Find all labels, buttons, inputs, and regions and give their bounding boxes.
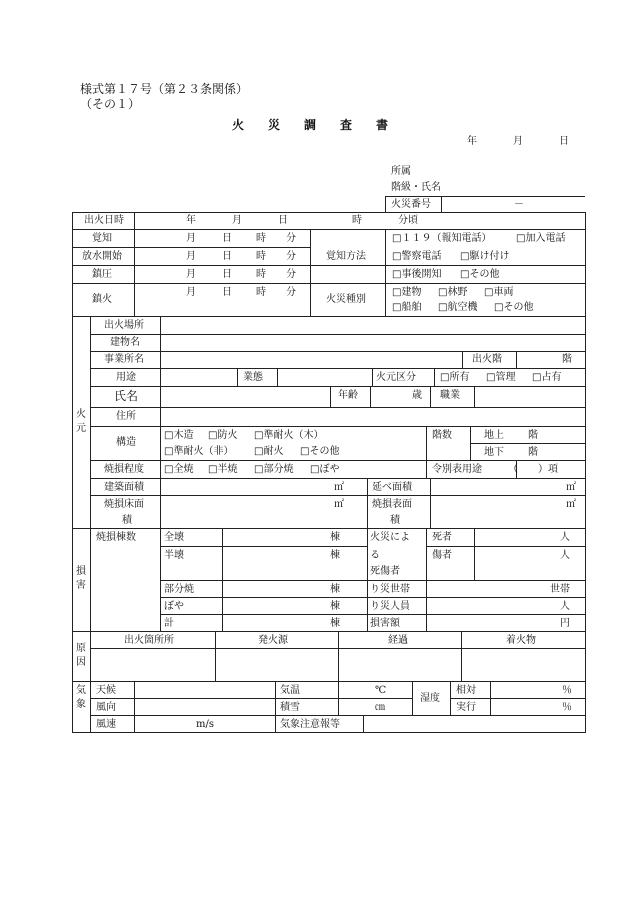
sqm-unit: ㎡: [334, 499, 344, 510]
time-minute: 分: [286, 233, 296, 244]
time-minute: 分: [286, 251, 296, 262]
affiliation-label: 所属: [391, 166, 411, 177]
use-label: 用途: [116, 372, 136, 383]
casualty-label-1: 火災によ: [370, 532, 410, 543]
checkbox-fire-resistant[interactable]: □耐火: [254, 446, 284, 457]
effective-humidity-label: 実行: [456, 702, 476, 713]
time-month: 月: [186, 233, 196, 244]
form-part: （その１）: [80, 97, 141, 111]
weather-side-label: 気象: [76, 685, 86, 710]
row-total-destroyed: 全壊: [164, 532, 184, 543]
burned-floor-area-label-2: 積: [122, 515, 132, 526]
casualty-label-3: 死傷者: [370, 566, 400, 577]
title-char: 査: [340, 118, 355, 132]
checkbox-occupant[interactable]: □占有: [532, 372, 562, 383]
fire-number-label: 火災番号: [391, 199, 431, 210]
fire-number-value: －: [514, 199, 524, 210]
checkbox-119[interactable]: □１１９（報知電話）: [392, 233, 492, 244]
amount-label: 損害額: [370, 618, 400, 629]
sqm-unit: ㎡: [566, 482, 576, 493]
checkbox-total[interactable]: □全焼: [164, 464, 194, 475]
above-ground-label: 地上: [484, 430, 504, 441]
extinguished-label: 鎮火: [92, 294, 112, 305]
temperature-label: 気温: [280, 685, 300, 696]
outbreak-hour: 時: [352, 215, 362, 226]
ms-unit: m/s: [196, 719, 214, 730]
time-day: 日: [222, 269, 232, 280]
time-hour: 時: [256, 269, 266, 280]
checkbox-police-phone[interactable]: □警察電話: [392, 251, 442, 262]
date-month: 月: [513, 136, 523, 147]
checkbox-semi-fire-non[interactable]: □準耐火（非）: [164, 446, 234, 457]
business-name-label: 事業所名: [104, 354, 144, 365]
fire-type-label: 火災種別: [326, 294, 366, 305]
households-label: り災世帯: [370, 584, 410, 595]
water-start-label: 放水開始: [82, 251, 122, 262]
suppressed-label: 鎮圧: [92, 269, 112, 280]
checkbox-after-notice[interactable]: □事後開知: [392, 269, 442, 280]
damage-side-label: 損害: [76, 566, 86, 591]
outbreak-month: 月: [232, 215, 242, 226]
burned-surface-area-label-2: 積: [390, 515, 400, 526]
checkbox-owner[interactable]: □所有: [440, 372, 470, 383]
burned-surface-area-label: 焼損表面: [372, 499, 412, 510]
business-type-label: 業態: [243, 372, 263, 383]
rank-name-label: 階級・氏名: [391, 182, 441, 193]
checkbox-wooden[interactable]: □木造: [164, 430, 194, 441]
checkbox-building[interactable]: □建物: [392, 287, 422, 298]
outbreak-label: 出火日時: [84, 215, 124, 226]
checkbox-other[interactable]: □その他: [460, 269, 500, 280]
time-minute: 分: [286, 287, 296, 298]
checkbox-small[interactable]: □ぼや: [310, 464, 340, 475]
use-table-value: （ ）項: [508, 464, 558, 475]
person-unit: 人: [560, 550, 570, 561]
cause-col-origin: 出火箇所所: [124, 635, 174, 646]
checkbox-half[interactable]: □半焼: [208, 464, 238, 475]
relative-humidity-label: 相対: [456, 685, 476, 696]
wind-direction-label: 風向: [96, 702, 116, 713]
dead-label: 死者: [432, 532, 452, 543]
title-char: 調: [304, 118, 319, 132]
row-small: ぼや: [164, 601, 184, 612]
checkbox-fireproof[interactable]: □防火: [208, 430, 238, 441]
row-half-destroyed: 半壊: [164, 550, 184, 561]
bldg-unit: 棟: [330, 601, 340, 612]
floor-unit: 階: [562, 354, 572, 365]
time-hour: 時: [256, 233, 266, 244]
celsius-unit: ℃: [375, 685, 387, 696]
name-label: 氏名: [114, 389, 139, 403]
persons-label: り災人員: [370, 601, 410, 612]
detection-method-label: 覚知方法: [326, 251, 366, 262]
floors-label: 階数: [432, 430, 452, 441]
bldg-unit: 棟: [330, 550, 340, 561]
percent-unit: ％: [562, 702, 572, 713]
origin-side-label: 火元: [76, 409, 86, 434]
burned-floor-area-label: 焼損床面: [104, 499, 144, 510]
fire-floor-label: 出火階: [472, 354, 502, 365]
snow-label: 積雪: [280, 702, 300, 713]
origin-class-label: 火元区分: [376, 372, 416, 383]
damage-degree-label: 焼損程度: [104, 464, 144, 475]
time-month: 月: [186, 269, 196, 280]
checkbox-ship[interactable]: □船舶: [392, 302, 422, 313]
casualty-label-2: る: [370, 550, 380, 561]
title-char: 災: [268, 118, 283, 132]
structure-label: 構造: [116, 437, 136, 448]
detection-label: 覚知: [92, 233, 112, 244]
checkbox-semi-fire-wood[interactable]: □準耐火（木）: [254, 430, 324, 441]
use-table-label: 令別表用途: [432, 464, 482, 475]
checkbox-partial[interactable]: □部分焼: [254, 464, 294, 475]
checkbox-type-other[interactable]: □その他: [494, 302, 534, 313]
time-day: 日: [222, 251, 232, 262]
time-day: 日: [222, 233, 232, 244]
row-partial: 部分焼: [164, 584, 194, 595]
address-label: 住所: [116, 411, 136, 422]
total-floor-area-label: 延べ面積: [372, 482, 412, 493]
building-area-label: 建築面積: [104, 482, 144, 493]
time-month: 月: [186, 287, 196, 298]
cause-col-process: 経過: [388, 635, 408, 646]
yen-unit: 円: [560, 618, 570, 629]
sqm-unit: ㎡: [334, 482, 344, 493]
occupation-label: 職業: [440, 390, 460, 401]
time-month: 月: [186, 251, 196, 262]
below-ground-label: 地下: [484, 447, 504, 458]
weather-warning-label: 気象注意報等: [280, 719, 340, 730]
time-minute: 分: [286, 269, 296, 280]
injured-label: 傷者: [432, 550, 452, 561]
bldg-unit: 棟: [330, 618, 340, 629]
checkbox-aircraft[interactable]: □航空機: [438, 302, 478, 313]
percent-unit: ％: [562, 685, 572, 696]
sqm-unit: ㎡: [566, 499, 576, 510]
weather-label: 天候: [96, 685, 116, 696]
time-hour: 時: [256, 287, 266, 298]
wind-speed-label: 風速: [96, 719, 116, 730]
burned-count-label: 焼損棟数: [96, 532, 136, 543]
row-sum: 計: [164, 618, 174, 629]
time-hour: 時: [256, 251, 266, 262]
bldg-unit: 棟: [330, 584, 340, 595]
bldg-unit: 棟: [330, 532, 340, 543]
time-day: 日: [222, 287, 232, 298]
outbreak-year: 年: [186, 215, 196, 226]
humidity-label: 湿度: [420, 693, 440, 704]
floor-unit: 階: [528, 447, 538, 458]
person-unit: 人: [560, 532, 570, 543]
cause-side-label: 原因: [76, 643, 86, 668]
person-unit: 人: [560, 601, 570, 612]
form-number: 様式第１７号（第２３条関係）: [80, 82, 249, 96]
checkbox-rush[interactable]: □駆け付け: [460, 251, 510, 262]
checkbox-structure-other[interactable]: □その他: [300, 446, 340, 457]
location-label: 出火場所: [104, 320, 144, 331]
checkbox-subscriber-phone[interactable]: □加入電話: [516, 233, 566, 244]
outbreak-minute: 分頃: [398, 215, 418, 226]
outbreak-day: 日: [278, 215, 288, 226]
title-char: 書: [376, 118, 391, 132]
age-label: 年齢: [338, 390, 358, 401]
date-year: 年: [467, 136, 477, 147]
title-char: 火: [232, 118, 247, 132]
age-unit: 歳: [412, 390, 422, 401]
cause-col-ignited: 着火物: [506, 635, 536, 646]
household-unit: 世帯: [550, 584, 570, 595]
building-name-label: 建物名: [110, 337, 140, 348]
checkbox-vehicle[interactable]: □車両: [484, 287, 514, 298]
floor-unit: 階: [528, 430, 538, 441]
checkbox-forest[interactable]: □林野: [438, 287, 468, 298]
cause-col-source: 発火源: [258, 635, 288, 646]
checkbox-manager[interactable]: □管理: [486, 372, 516, 383]
cm-unit: ㎝: [375, 702, 385, 713]
date-day: 日: [559, 136, 569, 147]
